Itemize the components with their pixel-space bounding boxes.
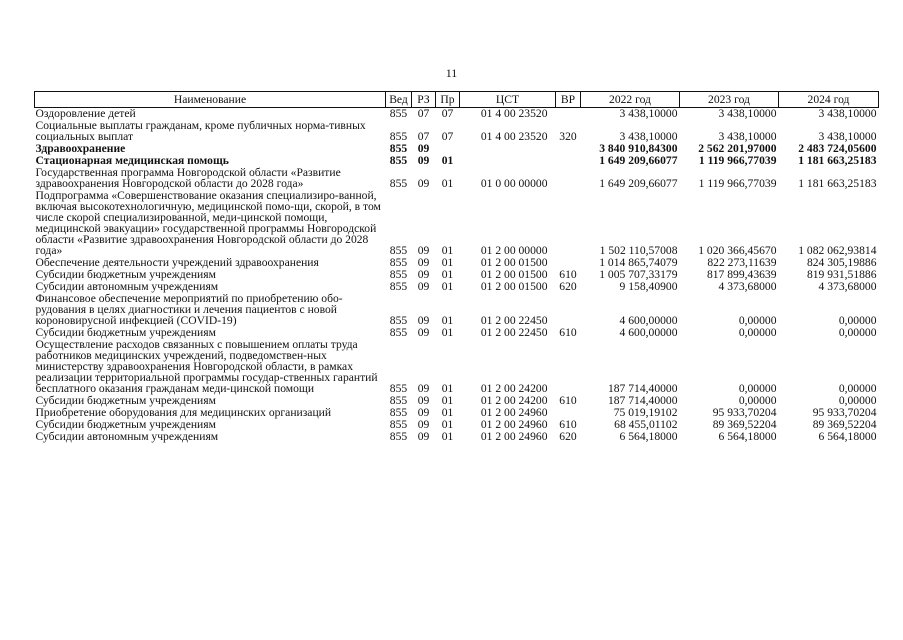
row-amount-2023: 0,00000 xyxy=(738,314,777,327)
header-cst: ЦСТ xyxy=(460,92,556,108)
header-pr: Пр xyxy=(436,92,460,108)
row-name: Здравоохранение xyxy=(35,142,126,155)
row-name: Обеспечение деятельности учреждений здравоохранения xyxy=(35,256,319,269)
row-cst: 01 2 00 24960 xyxy=(480,418,548,431)
row-name: Субсидии бюджетным учреждениям xyxy=(35,418,216,431)
row-amount-2023: 95 933,70204 xyxy=(712,406,777,419)
row-ved: 855 xyxy=(389,418,408,431)
row-amount-2024: 0,00000 xyxy=(838,326,877,339)
row-cst: 01 2 00 01500 xyxy=(480,256,548,269)
row-amount-2022: 4 600,00000 xyxy=(619,314,678,327)
row-rz: 09 xyxy=(417,256,430,269)
row-pr: 01 xyxy=(441,256,454,269)
row-amount-2024: 6 564,18000 xyxy=(818,430,877,443)
row-pr: 01 xyxy=(441,280,454,293)
row-ved: 855 xyxy=(389,268,408,281)
row-rz: 09 xyxy=(417,314,430,327)
row-pr: 01 xyxy=(441,394,454,407)
row-ved: 855 xyxy=(389,142,408,155)
row-amount-2023: 3 438,10000 xyxy=(718,130,777,143)
row-vr: 620 xyxy=(559,280,577,293)
row-vr xyxy=(556,293,581,327)
row-rz: 09 xyxy=(417,326,430,339)
row-amount-2024: 3 438,10000 xyxy=(818,130,877,143)
row-name: Субсидии автономным учреждениям xyxy=(35,430,219,443)
header-rz: РЗ xyxy=(412,92,436,108)
row-ved: 855 xyxy=(389,430,408,443)
row-pr: 01 xyxy=(441,244,454,257)
table-row xyxy=(35,339,879,395)
table-row xyxy=(35,431,879,443)
row-amount-2023: 89 369,52204 xyxy=(712,418,777,431)
row-pr: 01 xyxy=(441,406,454,419)
row-cst: 01 4 00 23520 xyxy=(480,107,548,120)
row-name: Подпрограмма «Совершенствование оказания специализиро-ванной, включая высокотехнологичную, медицинской помо-щи, скорой, в том числе скорой специализированной, меди-цинской помощи, медицинской эвакуации» государственной программы Новгородской области «Развитие здравоохранения Новгородской области до 2028 года» xyxy=(35,189,381,257)
row-vr xyxy=(556,339,581,395)
row-ved: 855 xyxy=(389,394,408,407)
row-vr: 320 xyxy=(559,130,577,143)
row-pr: 01 xyxy=(441,326,454,339)
row-amount-2023: 0,00000 xyxy=(738,382,777,395)
row-cst: 01 2 00 01500 xyxy=(480,268,548,281)
row-amount-2024: 1 181 663,25183 xyxy=(798,154,877,167)
row-amount-2023: 817 899,43639 xyxy=(706,268,777,281)
row-rz: 09 xyxy=(417,280,430,293)
row-cst: 01 2 00 24960 xyxy=(480,406,548,419)
row-amount-2023: 1 119 966,77039 xyxy=(698,177,777,190)
row-name: Субсидии бюджетным учреждениям xyxy=(35,268,216,281)
row-amount-2023: 0,00000 xyxy=(738,394,777,407)
row-ved: 855 xyxy=(389,107,408,120)
header-year-2022: 2022 год xyxy=(581,92,680,108)
row-name: Государственная программа Новгородской области «Развитие здравоохранения Новгородской области до 2028 года» xyxy=(35,166,341,190)
row-cst: 01 0 00 00000 xyxy=(480,177,548,190)
row-amount-2024: 819 931,51886 xyxy=(806,268,877,281)
row-rz: 09 xyxy=(417,430,430,443)
row-amount-2022: 1 502 110,57008 xyxy=(599,244,678,257)
row-ved: 855 xyxy=(389,130,408,143)
row-name: Финансовое обеспечение мероприятий по приобретению обо-рудования в целях диагностики и лечения пациентов с новой короновирусной инфекцией (COVID-19) xyxy=(35,292,343,327)
row-pr: 01 xyxy=(441,382,454,395)
row-vr xyxy=(556,108,581,121)
row-amount-2023: 4 373,68000 xyxy=(718,280,777,293)
row-vr xyxy=(556,167,581,190)
row-name: Социальные выплаты гражданам, кроме публичных норма-тивных социальных выплат xyxy=(35,119,366,143)
row-name: Оздоровление детей xyxy=(35,107,136,120)
row-rz: 07 xyxy=(417,107,430,120)
row-amount-2024: 2 483 724,05600 xyxy=(798,142,877,155)
row-cst: 01 2 00 22450 xyxy=(480,326,548,339)
row-amount-2024: 95 933,70204 xyxy=(812,406,877,419)
row-amount-2024: 824 305,19886 xyxy=(806,256,877,269)
row-cst: 01 2 00 01500 xyxy=(480,280,548,293)
row-cst: 01 2 00 24200 xyxy=(480,394,548,407)
row-name: Осуществление расходов связанных с повышением оплаты труда работников медицинских учреждений, подведомствен-ных министерству здравоохранения Новгородской области, в рамках реализации территориальной программы государ-ственных гарантий бесплатного оказания гражданам меди-цинской помощи xyxy=(35,338,378,395)
row-rz: 09 xyxy=(417,418,430,431)
row-ved: 855 xyxy=(389,326,408,339)
row-vr xyxy=(556,190,581,257)
row-amount-2024: 0,00000 xyxy=(838,394,877,407)
row-amount-2023: 1 119 966,77039 xyxy=(698,154,777,167)
row-amount-2022: 68 455,01102 xyxy=(614,418,678,431)
row-amount-2022: 3 438,10000 xyxy=(619,130,678,143)
header-ved: Вед xyxy=(386,92,412,108)
row-amount-2022: 9 158,40900 xyxy=(619,280,678,293)
table-body xyxy=(35,108,879,444)
row-cst: 01 2 00 24200 xyxy=(480,382,548,395)
row-rz: 09 xyxy=(417,394,430,407)
row-amount-2022: 3 438,10000 xyxy=(619,107,678,120)
row-amount-2024: 0,00000 xyxy=(838,382,877,395)
row-pr: 01 xyxy=(441,430,454,443)
page-number: 11 xyxy=(445,66,458,80)
header-year-2023: 2023 год xyxy=(680,92,779,108)
row-amount-2023: 1 020 366,45670 xyxy=(698,244,777,257)
row-name: Субсидии бюджетным учреждениям xyxy=(35,394,216,407)
row-name: Субсидии автономным учреждениям xyxy=(35,280,219,293)
row-amount-2022: 1 649 209,66077 xyxy=(599,177,678,190)
row-pr: 01 xyxy=(441,314,454,327)
row-vr xyxy=(556,143,581,155)
row-vr: 620 xyxy=(559,430,577,443)
row-name: Приобретение оборудования для медицинских организаций xyxy=(35,406,332,419)
row-ved: 855 xyxy=(389,382,408,395)
row-pr: 01 xyxy=(441,418,454,431)
row-amount-2022: 75 019,19102 xyxy=(613,406,678,419)
row-amount-2024: 1 082 062,93814 xyxy=(798,244,877,257)
row-vr: 610 xyxy=(559,268,577,281)
row-amount-2022: 1 014 865,74079 xyxy=(599,256,678,269)
table-row xyxy=(35,293,879,327)
table-row xyxy=(35,120,879,143)
row-vr xyxy=(556,155,581,167)
row-rz: 09 xyxy=(417,268,430,281)
row-rz: 09 xyxy=(417,244,430,257)
header-name: Наименование xyxy=(35,92,386,108)
row-cst: 01 2 00 22450 xyxy=(480,314,548,327)
row-amount-2022: 4 600,00000 xyxy=(619,326,678,339)
table-row xyxy=(35,167,879,190)
row-pr: 01 xyxy=(441,177,454,190)
row-ved: 855 xyxy=(389,256,408,269)
row-pr: 07 xyxy=(441,107,454,120)
row-amount-2022: 6 564,18000 xyxy=(619,430,678,443)
row-cst: 01 4 00 23520 xyxy=(480,130,548,143)
row-vr: 610 xyxy=(559,326,577,339)
row-amount-2022: 1 649 209,66077 xyxy=(599,154,678,167)
row-amount-2023: 822 273,11639 xyxy=(707,256,777,269)
row-name: Субсидии бюджетным учреждениям xyxy=(35,326,216,339)
row-pr: 01 xyxy=(441,268,454,281)
row-rz: 09 xyxy=(417,382,430,395)
row-cst: 01 2 00 00000 xyxy=(480,244,548,257)
row-cst xyxy=(460,143,556,155)
row-amount-2024: 4 373,68000 xyxy=(818,280,877,293)
row-rz: 09 xyxy=(417,142,430,155)
row-amount-2022: 187 714,40000 xyxy=(607,382,678,395)
row-pr: 07 xyxy=(441,130,454,143)
row-ved: 855 xyxy=(389,244,408,257)
row-cst: 01 2 00 24960 xyxy=(480,430,548,443)
row-rz: 09 xyxy=(417,177,430,190)
row-rz: 09 xyxy=(417,406,430,419)
row-amount-2024: 0,00000 xyxy=(838,314,877,327)
table-header-row xyxy=(35,92,879,108)
row-cst xyxy=(460,155,556,167)
row-amount-2024: 1 181 663,25183 xyxy=(798,177,877,190)
row-amount-2022: 3 840 910,84300 xyxy=(599,142,678,155)
row-ved: 855 xyxy=(389,177,408,190)
row-amount-2024: 89 369,52204 xyxy=(812,418,877,431)
row-vr: 610 xyxy=(559,418,577,431)
table-row xyxy=(35,190,879,257)
row-ved: 855 xyxy=(389,406,408,419)
row-name: Стационарная медицинская помощь xyxy=(35,154,229,167)
row-ved: 855 xyxy=(389,154,408,167)
row-amount-2024: 3 438,10000 xyxy=(818,107,877,120)
header-vr: ВР xyxy=(556,92,581,108)
row-ved: 855 xyxy=(389,314,408,327)
row-amount-2022: 187 714,40000 xyxy=(607,394,678,407)
row-amount-2023: 6 564,18000 xyxy=(718,430,777,443)
row-amount-2023: 2 562 201,97000 xyxy=(698,142,777,155)
row-amount-2022: 1 005 707,33179 xyxy=(599,268,678,281)
row-pr: 01 xyxy=(441,154,454,167)
row-ved: 855 xyxy=(389,280,408,293)
row-amount-2023: 0,00000 xyxy=(738,326,777,339)
row-rz: 07 xyxy=(417,130,430,143)
row-amount-2023: 3 438,10000 xyxy=(718,107,777,120)
budget-table xyxy=(34,91,879,443)
row-vr: 610 xyxy=(559,394,577,407)
header-year-2024: 2024 год xyxy=(779,92,879,108)
row-rz: 09 xyxy=(417,154,430,167)
